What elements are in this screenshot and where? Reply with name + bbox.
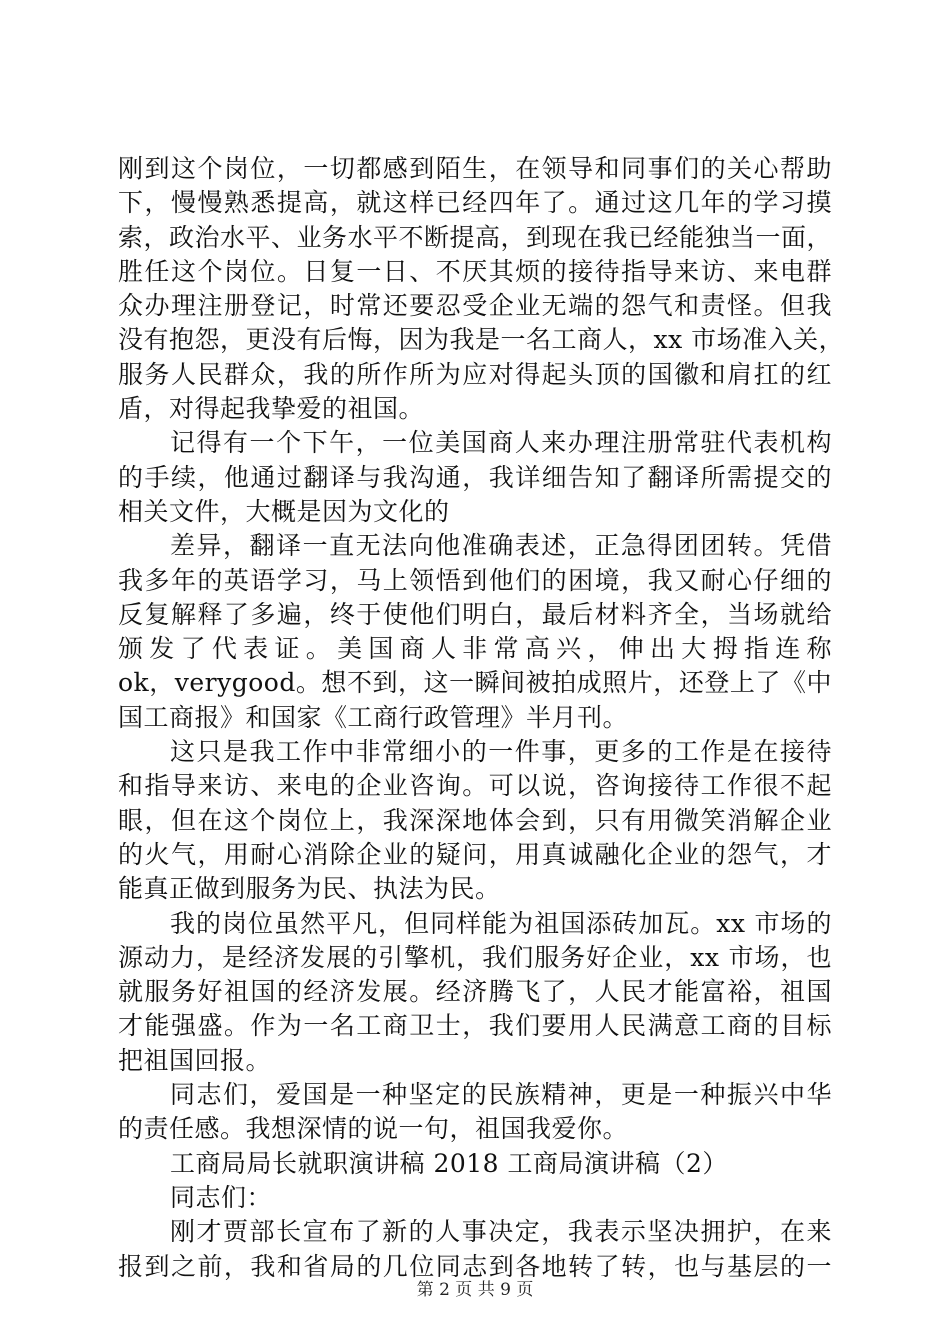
page-number-footer: 第 2 页 共 9 页 — [416, 1280, 534, 1300]
text-line: 胜任这个岗位。日复一日、不厌其烦的接待指导来访、来电群 — [118, 256, 832, 286]
paragraph-start-line: 同志们，爱国是一种坚定的民族精神，更是一种振兴中华 — [170, 1080, 832, 1110]
text-line: 源动力，是经济发展的引擎机，我们服务好企业，xx 市场，也 — [118, 942, 832, 972]
salutation-line: 同志们： — [170, 1182, 273, 1212]
text-line: 的手续，他通过翻译与我沟通，我详细告知了翻译所需提交的 — [118, 462, 832, 492]
text-line: 报到之前，我和省局的几位同志到各地转了转，也与基层的一 — [118, 1251, 832, 1281]
paragraph-start-line: 记得有一个下午，一位美国商人来办理注册常驻代表机构 — [170, 428, 832, 458]
text-line: 就服务好祖国的经济发展。经济腾飞了，人民才能富裕，祖国 — [118, 977, 832, 1007]
text-line: 我多年的英语学习，马上领悟到他们的困境，我又耐心仔细的 — [118, 565, 832, 595]
text-line: 能真正做到服务为民、执法为民。 — [118, 874, 501, 904]
document-body — [118, 152, 845, 1284]
text-line: 索，政治水平、业务水平不断提高，到现在我已经能独当一面， — [118, 222, 833, 252]
text-line: 服务人民群众，我的所作所为应对得起头顶的国徽和肩扛的红 — [118, 359, 832, 389]
text-line: 颁发了代表证。美国商人非常高兴，伸出大拇指连称 — [118, 634, 832, 664]
text-line: 和指导来访、来电的企业咨询。可以说，咨询接待工作很不起 — [118, 771, 832, 801]
text-line: 的火气，用耐心消除企业的疑问，用真诚融化企业的怨气，才 — [118, 839, 832, 869]
paragraph-start-line: 差异，翻译一直无法向他准确表述，正急得团团转。凭借 — [170, 531, 832, 561]
text-line: 眼，但在这个岗位上，我深深地体会到，只有用微笑消解企业 — [118, 805, 832, 835]
text-line: 反复解释了多遍，终于使他们明白，最后材料齐全，当场就给 — [118, 599, 832, 629]
paragraph-start-line: 我的岗位虽然平凡，但同样能为祖国添砖加瓦。xx 市场的 — [170, 908, 832, 938]
text-line: 下，慢慢熟悉提高，就这样已经四年了。通过这几年的学习摸 — [118, 188, 832, 218]
text-line: 的责任感。我想深情的说一句，祖国我爱你。 — [118, 1114, 629, 1144]
paragraph-start-line: 刚才贾部长宣布了新的人事决定，我表示坚决拥护，在来 — [170, 1217, 832, 1247]
text-line: ok，verygood。想不到，这一瞬间被拍成照片，还登上了《中 — [118, 668, 832, 698]
text-line: 盾，对得起我挚爱的祖国。 — [118, 394, 425, 424]
text-line: 众办理注册登记，时常还要忍受企业无端的怨气和责怪。但我 — [118, 291, 832, 321]
text-line: 相关文件，大概是因为文化的 — [118, 496, 450, 526]
section-title-line: 工商局局长就职演讲稿 2018 工商局演讲稿（2） — [170, 1148, 728, 1178]
text-line: 才能强盛。作为一名工商卫士，我们要用人民满意工商的目标 — [118, 1011, 832, 1041]
text-line: 没有抱怨，更没有后悔，因为我是一名工商人，xx 市场准入关， — [118, 325, 845, 355]
text-line: 把祖国回报。 — [118, 1045, 272, 1075]
paragraph-start-line: 这只是我工作中非常细小的一件事，更多的工作是在接待 — [170, 737, 832, 767]
text-line: 国工商报》和国家《工商行政管理》半月刊。 — [118, 702, 629, 732]
text-line: 刚到这个岗位，一切都感到陌生，在领导和同事们的关心帮助 — [118, 154, 832, 183]
